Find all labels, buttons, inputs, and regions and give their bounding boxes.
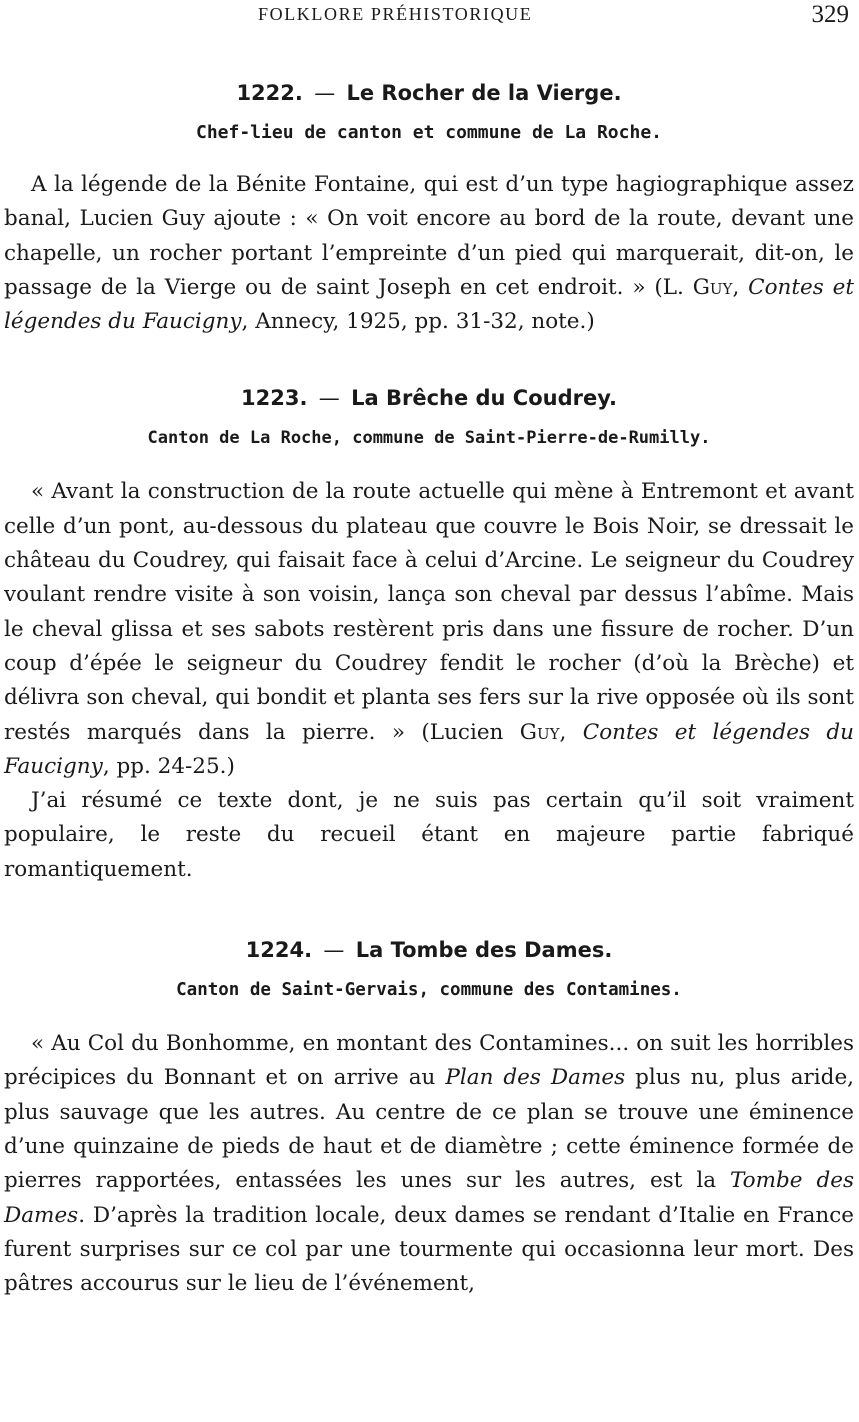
entry-number: 1224. — [245, 938, 313, 963]
entry-number: 1222. — [236, 81, 303, 105]
paragraph — [4, 168, 854, 339]
page-content — [4, 78, 854, 1301]
paragraph — [4, 1027, 854, 1301]
entry-dash: — — [314, 81, 336, 105]
entry-subtitle: Chef-lieu de canton et commune de La Roche. — [196, 122, 662, 143]
entry-subtitle: Canton de La Roche, commune de Saint-Pierre-de-Rumilly. — [147, 428, 711, 449]
entry-heading: La Tombe des Dames. — [355, 938, 613, 963]
entry-title — [4, 78, 854, 108]
place-name: Tombe des Dames — [4, 1168, 854, 1228]
page-number: 329 — [811, 1, 849, 28]
paragraph-text: plus nu, plus aride, plus sauvage que les autres. Au centre de ce plan se trouve une éminence d’une quinzaine de pieds de haut et de diamètre ; cette éminence formée de pierres rapportées, entassées les unes sur les autres, est la — [4, 1065, 854, 1194]
entry-1222 — [4, 78, 854, 339]
paragraph-text: , pp. 24-25.) — [102, 753, 235, 779]
entry-1224 — [4, 935, 854, 1301]
entry-heading: Le Rocher de la Vierge. — [346, 81, 622, 105]
paragraph-text: . D’après la tradition locale, deux dames se rendant d’Italie en France furent surprises sur ce col par une tourmente qui occasionna leur mort. Des pâtres accourus sur le lieu de l’événement, — [4, 1202, 854, 1297]
author-name: Guy — [692, 274, 733, 300]
entry-heading: La Brêche du Coudrey. — [351, 386, 617, 411]
paragraph-text: A la légende de la Bénite Fontaine, qui est d’un type hagiographique assez banal, Lucien Guy ajoute : « On voit encore au bord de la route, devant une chapelle, un rocher portant l’empreinte d’un pied qui marquerait, dit-on, le passage de la Vierge ou de saint Joseph en cet endroit. » (L. — [4, 172, 854, 300]
entry-number: 1223. — [241, 386, 308, 411]
place-name: Plan des Dames — [445, 1065, 626, 1091]
paragraph — [4, 475, 854, 784]
entry-1223 — [4, 383, 854, 887]
paragraph: J’ai résumé ce texte dont, je ne suis pas certain qu’il soit vraiment populaire, le reste du recueil étant en majeure partie fabriqué romantiquement. — [4, 788, 854, 882]
paragraph-text: , Annecy, 1925, pp. 31-32, note.) — [241, 309, 595, 335]
entry-title — [4, 383, 854, 413]
paragraph-text: , — [559, 719, 583, 745]
running-title: FOLKLORE PRÉHISTORIQUE — [258, 4, 533, 24]
author-name: Guy — [519, 719, 560, 745]
paragraph-text: « Au Col du Bonhomme, en montant des Contamines... on suit les horribles précipices du Bonnant et on arrive au — [4, 1031, 854, 1091]
running-head — [0, 1, 859, 30]
work-title: Contes et légendes du Faucigny — [4, 719, 854, 779]
entry-dash: — — [323, 938, 345, 963]
paragraph-text: « Avant la construction de la route actuelle qui mène à Entremont et avant celle d’un pont, au-dessous du plateau que couvre le Bois Noir, se dressait le château du Coudrey, qui faisait face à celui d’Arcine. Le seigneur du Coudrey voulant rendre visite à son voisin, lança son cheval par dessus l’abîme. Mais le cheval glissa et ses sabots restèrent pris dans une fissure de rocher. D’un coup d’épée le seigneur du Coudrey fendit le rocher (d’où la Brèche) et délivra son cheval, qui bondit et planta ses fers sur la rive opposée où ils sont restés marqués dans la pierre. » (Lucien — [4, 479, 854, 745]
entry-subtitle: Canton de Saint-Gervais, commune des Contamines. — [176, 980, 682, 1001]
paragraph-text: , — [732, 274, 749, 300]
entry-dash: — — [318, 386, 340, 411]
work-title: Contes et légendes du Faucigny — [4, 274, 854, 335]
entry-title — [4, 935, 854, 965]
